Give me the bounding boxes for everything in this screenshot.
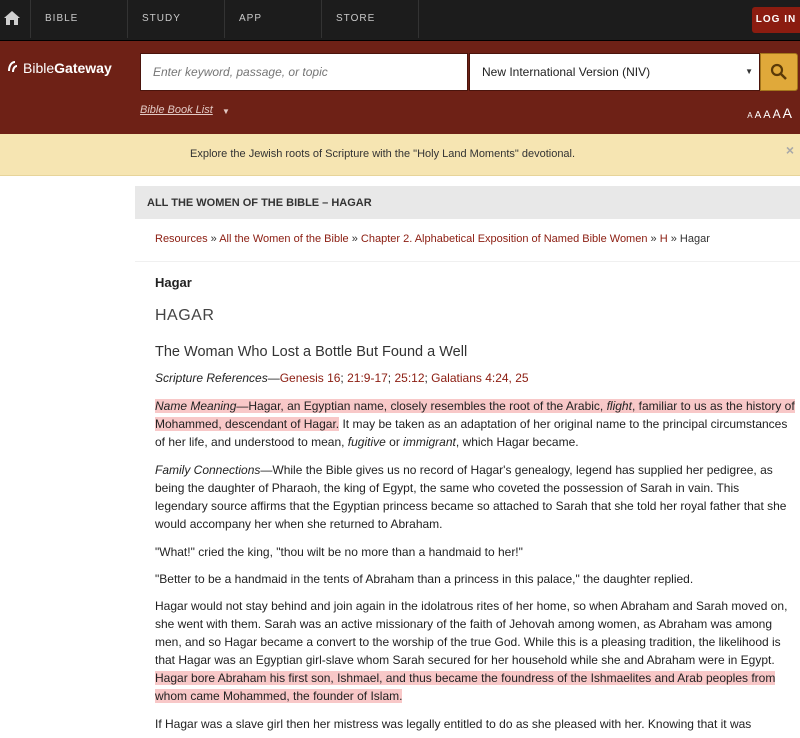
paragraph: "What!" cried the king, "thou wilt be no more than a handmaid to her!" xyxy=(155,545,523,559)
article-subtitle: The Woman Who Lost a Bottle But Found a Well xyxy=(155,344,468,360)
breadcrumb-link[interactable]: All the Women of the Bible xyxy=(219,233,349,245)
promo-banner xyxy=(0,134,800,176)
breadcrumb-separator: » xyxy=(670,233,677,245)
label-name-meaning: Name Meaning xyxy=(155,399,237,413)
search-input[interactable] xyxy=(141,54,467,90)
font-size-option[interactable]: A xyxy=(747,111,753,120)
main-content xyxy=(135,186,800,738)
breadcrumb-link[interactable]: H xyxy=(659,233,668,245)
refs-dash: — xyxy=(267,371,280,385)
article-heading: HAGAR xyxy=(155,307,215,324)
text-flight: flight xyxy=(606,399,632,413)
font-size-option[interactable]: A xyxy=(772,107,781,121)
divider xyxy=(135,261,800,262)
scripture-link[interactable]: 25:12 xyxy=(394,371,425,385)
scripture-link[interactable]: Genesis 16 xyxy=(279,371,341,385)
login-button[interactable]: LOG IN xyxy=(752,7,800,33)
breadcrumb-separator: » xyxy=(351,233,358,245)
paragraph-hagar xyxy=(155,597,795,705)
breadcrumb-separator: » xyxy=(210,233,217,245)
bible-book-list-link[interactable]: Bible Book List xyxy=(140,104,213,116)
text: It may be taken as an adaptation of her original name to the principal circumstances of her life, and understood to mean, xyxy=(155,417,788,449)
site-header xyxy=(0,41,800,134)
page-header xyxy=(135,186,800,219)
book-list-chevron-icon: ▼ xyxy=(222,107,230,116)
banner-text[interactable]: Explore the Jewish roots of Scripture with the "Holy Land Moments" devotional. xyxy=(190,148,576,160)
site-logo[interactable] xyxy=(6,59,112,76)
top-navigation xyxy=(0,0,800,41)
nav-store[interactable]: STORE xyxy=(321,0,420,38)
scripture-references xyxy=(155,371,529,385)
refs-separator: ; xyxy=(340,371,348,385)
chevron-down-icon: ▼ xyxy=(745,67,753,76)
search-box xyxy=(140,53,468,91)
font-size-controls xyxy=(745,105,792,123)
search-icon xyxy=(770,63,788,81)
breadcrumb-link[interactable]: Resources xyxy=(155,233,208,245)
refs-separator: ; xyxy=(387,371,395,385)
nav-spacer xyxy=(418,0,733,38)
text: Hagar would not stay behind and join again in the idolatrous rites of her home, so when Abraham and Sarah moved on, she went with them. Sarah was an active missionary of the faith of Jehovah among women, as Abraham was among men, and so Hagar became a convert to the worship of the true God. While this is a pleasing tradition, the likelihood is that Hagar was an Egyptian girl-slave whom Sarah secured for her household while she and Abraham were in Egypt. xyxy=(155,599,788,667)
text-fugitive: fugitive xyxy=(347,435,386,449)
breadcrumb-current: Hagar xyxy=(679,233,710,245)
breadcrumb-separator: » xyxy=(650,233,657,245)
refs-separator: ; xyxy=(424,371,432,385)
paragraph-name-meaning xyxy=(155,397,795,451)
article-title: Hagar xyxy=(155,275,192,290)
paragraph-family-connections xyxy=(155,461,795,533)
version-select[interactable] xyxy=(469,53,760,91)
paragraph: If Hagar was a slave girl then her mistress was legally entitled to do as she pleased with her. Knowing that it was xyxy=(155,717,752,731)
label-family-connections: Family Connections xyxy=(155,463,261,477)
paragraph: "Better to be a handmaid in the tents of Abraham than a princess in this palace," the daughter replied. xyxy=(155,572,694,586)
text: , familiar to us as the history of Mohammed, descendant of Hagar. xyxy=(155,399,795,431)
text: , which Hagar became. xyxy=(455,435,579,449)
breadcrumb-link[interactable]: Chapter 2. Alphabetical Exposition of Named Bible Women xyxy=(360,233,648,245)
close-icon[interactable]: × xyxy=(785,142,794,158)
text: —While the Bible gives us no record of Hagar's genealogy, legend has supplied her pedigree, as being the daughter of Pharaoh, the king of Egypt, the same who coveted the possession of Sarah in vain. This legendary source affirms that the Egyptian princess became so attached to Sarah that she told her royal father that she would accompany her when she returned to Abraham. xyxy=(155,463,787,531)
text: —Hagar, an Egyptian name, closely resembles the root of the Arabic, xyxy=(236,399,607,413)
logo-text-gateway: Gateway xyxy=(54,60,112,76)
scripture-link[interactable]: Galatians 4:24, 25 xyxy=(431,371,529,385)
font-size-option[interactable]: A xyxy=(782,105,792,121)
text-immigrant: immigrant xyxy=(403,435,456,449)
font-size-option[interactable]: A xyxy=(763,109,771,121)
search-button[interactable] xyxy=(760,53,798,91)
home-icon xyxy=(3,10,21,26)
highlight: Hagar bore Abraham his first son, Ishmael, and thus became the foundress of the Ishmaelites and Arab peoples from whom came Mohammed, the founder of Islam. xyxy=(155,671,776,703)
home-button[interactable] xyxy=(0,0,24,38)
logo-text-bible: Bible xyxy=(23,60,55,76)
nav-study[interactable]: STUDY xyxy=(127,0,226,38)
refs-label: Scripture References xyxy=(155,371,268,385)
text: or xyxy=(385,435,404,449)
page-header-title: ALL THE WOMEN OF THE BIBLE – HAGAR xyxy=(147,197,372,209)
breadcrumb xyxy=(155,233,710,245)
version-label: New International Version (NIV) xyxy=(482,65,651,79)
nav-bible[interactable]: BIBLE xyxy=(30,0,129,38)
font-size-option[interactable]: A xyxy=(754,110,762,121)
nav-app[interactable]: APP xyxy=(224,0,323,38)
scripture-link[interactable]: 21:9-17 xyxy=(347,371,388,385)
logo-icon xyxy=(6,59,22,75)
